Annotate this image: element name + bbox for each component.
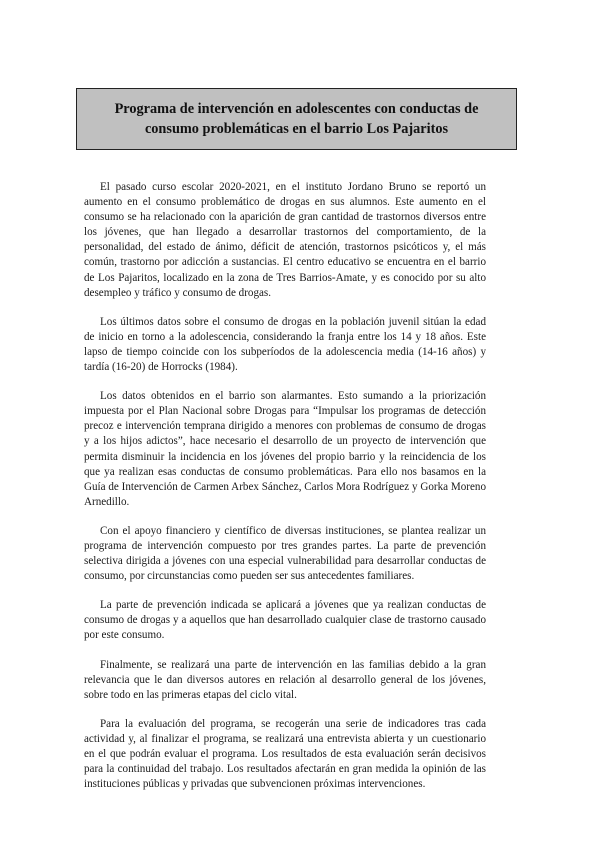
document-body <box>84 180 486 806</box>
paragraph-evaluation: Para la evaluación del programa, se recogerán una serie de indicadores tras cada actividad y, al finalizar el programa, se realizará una entrevista abierta y un cuestionario en el que podrán evaluar el programa. Los resultados de esta evaluación serán decisivos para la continuidad del trabajo. Los resultados afectarán en gran medida la opinión de las instituciones públicas y privadas que subvencionen próximas intervenciones. <box>84 717 486 791</box>
document-title: Programa de intervención en adolescentes con conductas de consumo problemáticas en el barrio Los Pajaritos <box>114 101 479 137</box>
paragraph-justification: Los datos obtenidos en el barrio son alarmantes. Esto sumando a la priorización impuesta por el Plan Nacional sobre Drogas para “Impulsar los programas de detección precoz e intervención temprana dirigido a menores con problemas de consumo de drogas y a los hijos adictos”, hace necesario el desarrollo de un proyecto de intervención que permita disminuir la incidencia en los jóvenes del propio barrio y la reincidencia de los que ya realizan esas conductas de consumo problemáticas. Para ello nos basamos en la Guía de Intervención de Carmen Arbex Sánchez, Carlos Mora Rodríguez y Gorka Moreno Arnedillo. <box>84 390 486 508</box>
paragraph-program-parts: Con el apoyo financiero y científico de diversas instituciones, se plantea realizar un programa de intervención compuesto por tres grandes partes. La parte de prevención selectiva dirigida a jóvenes con una especial vulnerabilidad para desarrollar conductas de consumo, por circunstancias como pueden ser sus antecedentes familiares. <box>84 524 486 583</box>
paragraph-family-intervention: Finalmente, se realizará una parte de intervención en las familias debido a la gran relevancia que le dan diversos autores en relación al desarrollo general de los jóvenes, sobre todo en las primeras etapas del ciclo vital. <box>84 658 486 701</box>
title-box <box>76 88 517 150</box>
paragraph-age-data: Los últimos datos sobre el consumo de drogas en la población juvenil sitúan la edad de inicio en torno a la adolescencia, considerando la franja entre los 14 y 18 años. Este lapso de tiempo coincide con los subperíodos de la adolescencia media (14-16 años) y tardía (16-20) de Horrocks (1984). <box>84 315 486 374</box>
paragraph-intro: El pasado curso escolar 2020-2021, en el instituto Jordano Bruno se reportó un aumento en el consumo problemático de drogas en sus alumnos. Este aumento en el consumo se ha relacionado con la aparición de gran cantidad de trastornos diversos entre los jóvenes, que han llegado a desarrollar trastornos del comportamiento, de la personalidad, del estado de ánimo, déficit de atención, trastornos psicóticos y, el más común, trastorno por adicción a sustancias. El centro educativo se encuentra en el barrio de Los Pajaritos, localizado en la zona de Tres Barrios-Amate, y es conocido por su alto desempleo y tráfico y consumo de drogas. <box>84 181 486 299</box>
paragraph-indicated-prevention: La parte de prevención indicada se aplicará a jóvenes que ya realizan conductas de consumo de drogas y a aquellos que han desarrollado cualquier clase de trastorno causado por este consumo. <box>84 599 486 642</box>
